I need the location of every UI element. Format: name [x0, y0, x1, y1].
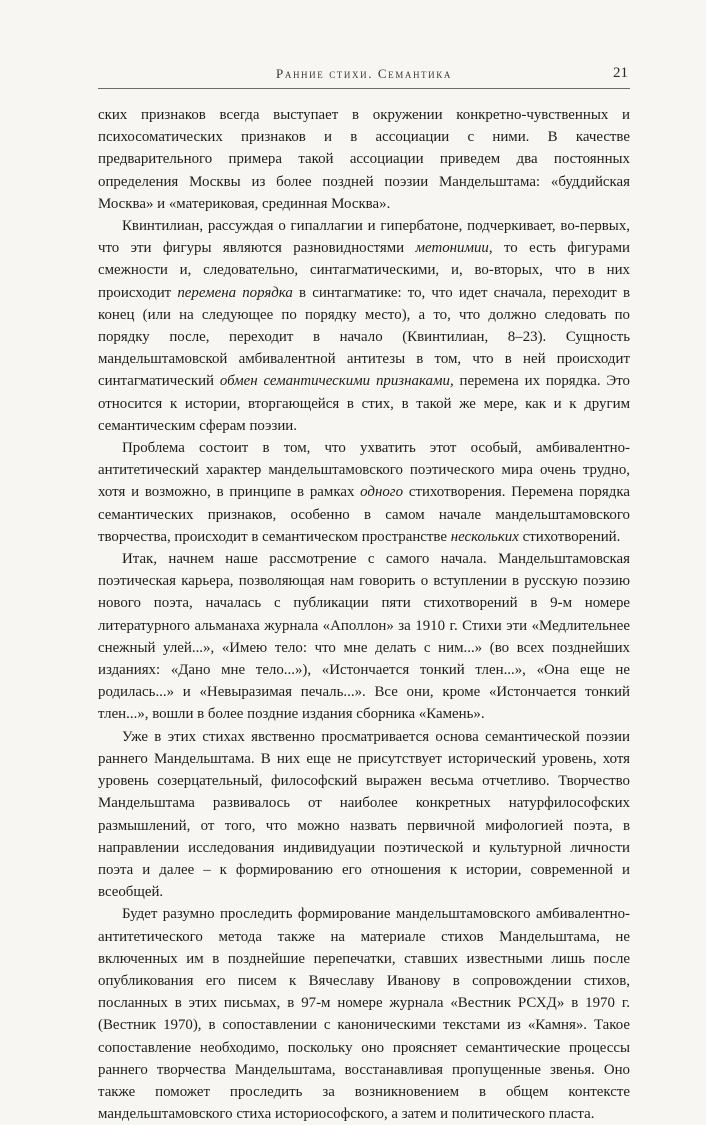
- body-text: [98, 104, 630, 1125]
- paragraph-1: [98, 104, 630, 215]
- text-run: стихотворений.: [518, 528, 621, 545]
- text-run: в синтагматике: то, что идет сначала, переходит в конец (или на следующее по порядку место), а то, что должно следовать по порядку после, переходит в начало (Квинтилиан, 8–23). Сущность мандельштамовской амбивалентной антитезы в том, что в ней происходит синтагматический: [98, 284, 630, 390]
- text-run: перемена их порядка. Это относится к истории, вторгающейся в стих, в такой же мере, как и к другим семантическим сферам поэзии.: [98, 373, 630, 434]
- paragraph-6: [98, 903, 630, 1125]
- running-header: [98, 66, 630, 89]
- italic-phrase: одного: [360, 484, 404, 501]
- paragraph-4: [98, 548, 630, 726]
- paragraph-5: [98, 726, 630, 904]
- text-run: стихотворения. Перемена порядка семантических признаков, особенно в самом начале мандельштамовского творчества, происходит в семантическом пространстве: [98, 484, 630, 545]
- text-run: Проблема состоит в том, что ухватить этот особый, амбивалентно-антитетический характер мандельштамовского поэтического мира очень трудно, хотя и возможно, в принципе в рамках: [98, 440, 630, 501]
- text-run: Уже в этих стихах явственно просматривается основа семантической поэзии раннего Мандельштама. В них еще не присутствует исторический уровень, хотя уровень созерцательный, философский выражен весьма отчетливо. Творчество Мандельштама развивалось от наиболее конкретных натурфилософских размышлений, от того, что можно назвать первичной мифологией поэта, в направлении исследования индивидуации поэтической и культурной личности поэта и далее – к формированию его отношения к истории, современной и всеобщей.: [98, 728, 630, 901]
- text-run: то есть фигурами смежности и, следовательно, синтагматическими, и, во-вторых, что в них происходит: [98, 240, 630, 301]
- paragraph-3: [98, 437, 630, 548]
- italic-phrase: нескольких: [450, 528, 519, 545]
- text-run: Будет разумно проследить формирование мандельштамовского амбивалентно-антитетического метода также на материале стихов Мандельштама, не включенных им в позднейшие перепечатки, ставших известными лишь после опубликования его писем к Вячеславу Иванову в сопровождении стихов, посланных в этих письмах, в 97-м номере журнала «Вестник РСХД» в 1970 г. (Вестник 1970), в сопоставлении с каноническими текстами из «Камня». Такое сопоставление необходимо, поскольку оно проясняет семантические процессы раннего творчества Мандельштама, восстанавливая пропущенные звенья. Оно также поможет проследить за возникновением в общем контексте мандельштамовского стиха историософского, а затем и политического пласта.: [98, 906, 630, 1123]
- running-title: Ранние стихи. Семантика: [276, 66, 452, 81]
- text-run: ских признаков всегда выступает в окружении конкретно-чувственных и психосоматических признаков и в ассоциации с ними. В качестве предварительного примера такой ассоциации приведем два постоянных определения Москвы из более поздней поэзии Мандельштама: «буддийская Москва» и «материковая, срединная Москва».: [98, 107, 630, 212]
- paragraph-2: [98, 215, 630, 437]
- text-run: Итак, начнем наше рассмотрение с самого начала. Мандельштамовская поэтическая карьера, позволяющая нам говорить о вступлении в русскую поэзию нового поэта, началась с публикации пяти стихотворений в 9-м номере литературного альманаха журнала «Аполлон» за 1910 г. Стихи эти «Медлительнее снежный улей...», «Имею тело: что мне делать с ним...» (во всех позднейших изданиях: «Дано мне тело...»), «Истончается тонкий тлен...», «Она еще не родилась...» и «Невыразимая печаль...». Все они, кроме «Истончается тонкий тлен...», вошли в более поздние издания сборника «Камень».: [98, 551, 630, 723]
- italic-phrase: метонимии,: [415, 240, 493, 257]
- text-run: Квинтилиан, рассуждая о гипаллагии и гипербатоне, подчеркивает, во-первых, что эти фигуры являются разновидностями: [98, 218, 630, 257]
- italic-phrase: обмен семантическими признаками,: [219, 373, 454, 390]
- italic-phrase: перемена порядка: [177, 284, 293, 301]
- page-number: 21: [613, 65, 628, 81]
